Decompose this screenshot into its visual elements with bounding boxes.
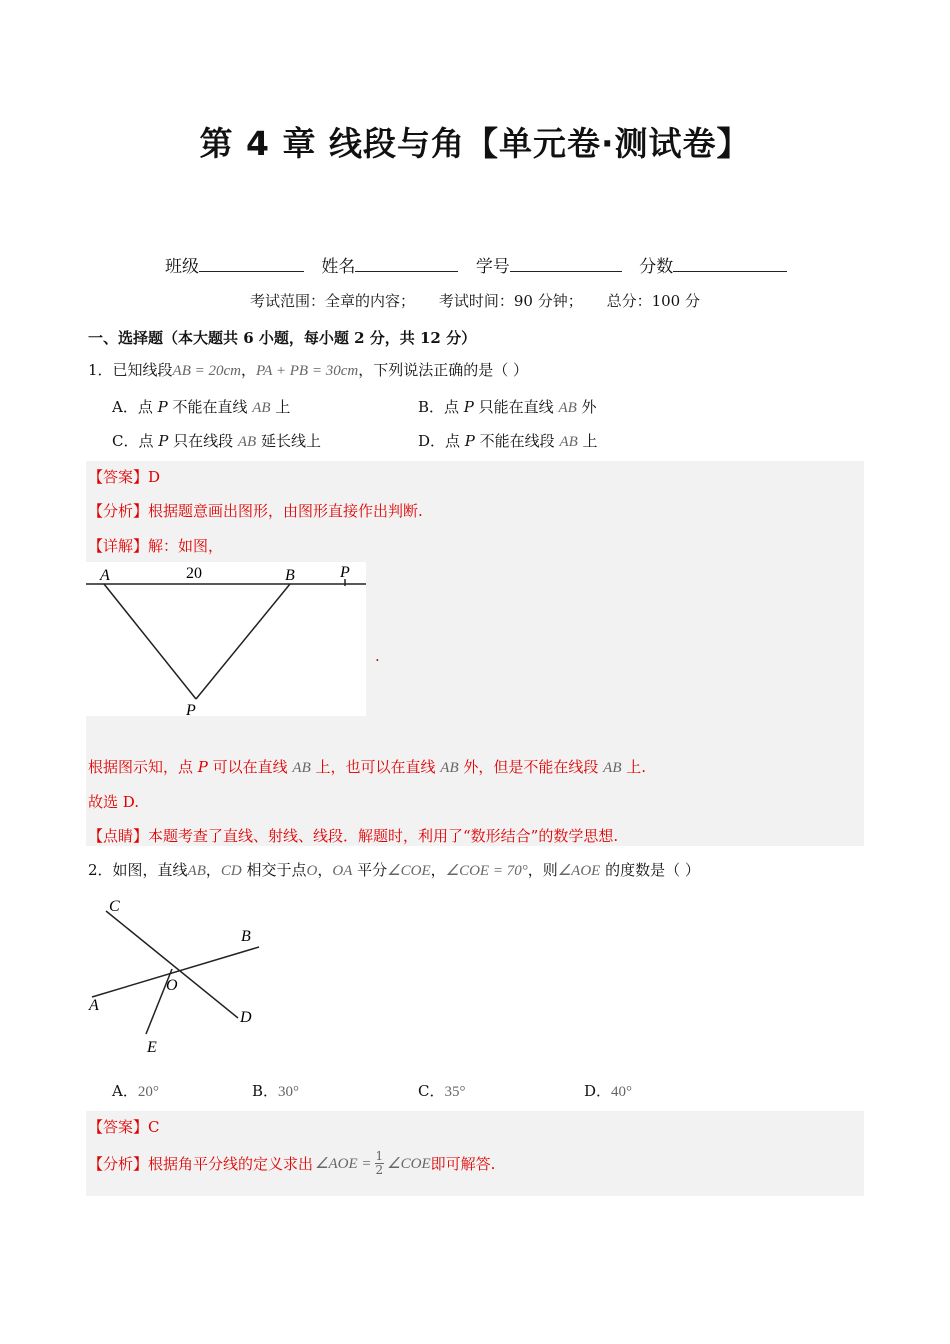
q1-choice: 故选 D. [88, 793, 140, 811]
q1-option-a[interactable]: A．点 P 不能在直线 AB 上 [112, 398, 291, 416]
q2-option-d[interactable]: D．40° [584, 1082, 633, 1100]
q2-answer: 【答案】C [88, 1118, 160, 1136]
point-c-label: C [109, 898, 120, 915]
q1-detail: 【详解】解：如图， [88, 537, 224, 555]
point-b-label: B [285, 567, 295, 584]
name-label: 姓名 [321, 257, 356, 277]
q2-analysis: 【分析】 根据角平分线的定义求出 ∠AOE = $\frac{1}{2}$ ∠COE 即可解答. [88, 1149, 496, 1177]
figure-period: . [375, 647, 380, 665]
q1-option-c[interactable]: C．点 P 只在线段 AB 延长线上 [112, 432, 321, 450]
name-blank[interactable] [355, 255, 458, 272]
class-blank[interactable] [199, 255, 304, 272]
q1-option-d[interactable]: D．点 P 不能在线段 AB 上 [418, 432, 598, 450]
q1-answer: 【答案】D [88, 468, 161, 486]
length-label: 20 [186, 565, 202, 582]
point-b2-label: B [241, 928, 251, 945]
segment-diagram [86, 562, 366, 716]
point-p-bottom-label: P [186, 702, 196, 716]
point-a-label: A [100, 567, 110, 584]
math-ab-length: AB = 20cm [172, 363, 241, 379]
id-label: 学号 [475, 257, 510, 277]
q1-analysis: 【分析】根据题意画出图形，由图形直接作出判断. [88, 502, 423, 520]
point-o-label: O [166, 977, 178, 994]
point-e-label: E [147, 1039, 157, 1056]
score-label: 分数 [639, 257, 674, 277]
question-2: 2．如图，直线AB，CD 相交于点O，OA 平分∠COE，∠COE = 70°，则∠AOE 的度数是（ ） [88, 861, 700, 879]
q2-option-a[interactable]: A．20° [112, 1082, 159, 1100]
student-info-line [165, 252, 799, 277]
score-blank[interactable] [673, 255, 787, 272]
q1-conclusion: 根据图示知，点 P 可以在直线 AB 上，也可以在直线 AB 外，但是不能在线段 AB 上. [88, 758, 647, 776]
id-blank[interactable] [510, 255, 622, 272]
q2-option-c[interactable]: C．35° [418, 1082, 466, 1100]
q1-figure [86, 562, 366, 716]
question-1: 1．已知线段AB = 20cm，PA + PB = 30cm，下列说法正确的是（ ） [88, 361, 528, 379]
math-pa-pb: PA + PB = 30cm [256, 363, 359, 379]
point-a2-label: A [89, 997, 99, 1014]
q1-comment: 【点睛】本题考查了直线、射线、线段．解题时，利用了“数形结合”的数学思想. [88, 827, 619, 845]
q2-figure [84, 892, 274, 1062]
fraction-one-half: $\frac{1}{2}$ [375, 1149, 384, 1177]
q1-option-b[interactable]: B．点 P 只能在直线 AB 外 [418, 398, 597, 416]
section-heading: 一、选择题（本大题共 6 小题，每小题 2 分，共 12 分） [88, 329, 477, 347]
exam-scope: 考试范围：全章的内容； 考试时间：90 分钟； 总分：100 分 [250, 292, 700, 310]
page-title: 第 4 章 线段与角【单元卷·测试卷】 [199, 124, 751, 163]
point-d-label: D [240, 1009, 252, 1026]
point-p-top-label: P [340, 564, 350, 581]
class-label: 班级 [165, 257, 199, 277]
q2-option-b[interactable]: B．30° [252, 1082, 300, 1100]
angle-diagram [84, 892, 274, 1062]
